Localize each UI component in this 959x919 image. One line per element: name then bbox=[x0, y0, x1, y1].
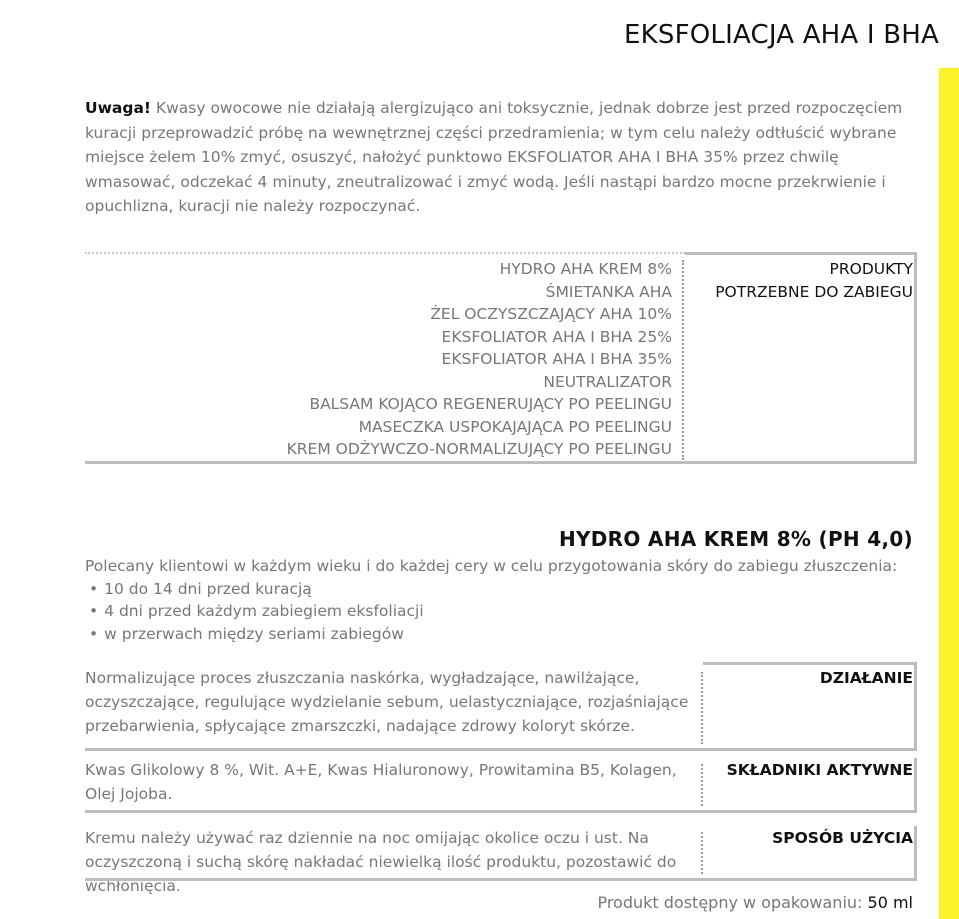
product-item: KREM ODŻYWCZO-NORMALIZUJĄCY PO PEELINGU bbox=[286, 440, 672, 458]
warning-paragraph bbox=[85, 96, 925, 219]
box-border-right bbox=[914, 758, 917, 810]
dotted-separator bbox=[701, 764, 703, 806]
bullet-icon: • bbox=[89, 624, 99, 643]
list-item bbox=[85, 623, 925, 646]
box-border-bottom bbox=[85, 810, 917, 813]
bullet-icon: • bbox=[89, 602, 99, 620]
products-label-line1: PRODUKTY bbox=[829, 260, 913, 278]
info-row-action bbox=[85, 666, 917, 748]
availability-note bbox=[597, 893, 913, 912]
header-bar bbox=[0, 0, 959, 68]
products-box bbox=[85, 252, 917, 464]
dotted-separator bbox=[682, 260, 684, 460]
box-border-right bbox=[914, 662, 917, 748]
products-label bbox=[715, 258, 913, 303]
dotted-separator bbox=[701, 832, 703, 874]
product-list bbox=[287, 258, 672, 461]
box-border-right bbox=[914, 826, 917, 878]
product-item: EKSFOLIATOR AHA I BHA 25% bbox=[441, 327, 672, 346]
recommendation-intro: Polecany klientowi w każdym wieku i do każdej cery w celu przygotowania skóry do zabiegu złuszczenia: bbox=[85, 557, 898, 575]
product-item: NEUTRALIZATOR bbox=[543, 372, 672, 391]
usage-text: Kremu należy używać raz dziennie na noc omijając okolice oczu i ust. Na oczyszczoną i suchą skórę nakładać niewielką ilość produktu, pozostawić do wchłonięcia. bbox=[85, 829, 677, 895]
box-border-bottom bbox=[85, 461, 917, 464]
list-item-text: 4 dni przed każdym zabiegiem eksfoliacji bbox=[104, 602, 424, 620]
action-label: DZIAŁANIE bbox=[819, 669, 913, 687]
box-border-top bbox=[685, 252, 917, 255]
list-item bbox=[85, 600, 925, 623]
recommendation-block bbox=[85, 555, 925, 645]
list-item-text: w przerwach między seriami zabiegów bbox=[104, 624, 404, 643]
box-border-top bbox=[703, 662, 917, 665]
list-item-text: 10 do 14 dni przed kuracją bbox=[104, 579, 312, 598]
product-item: HYDRO AHA KREM 8% bbox=[499, 260, 672, 278]
product-section-title: HYDRO AHA KREM 8% (PH 4,0) bbox=[558, 527, 913, 551]
info-row-usage bbox=[85, 826, 917, 895]
box-border-bottom bbox=[85, 878, 917, 881]
info-row-ingredients bbox=[85, 758, 917, 808]
box-border-right bbox=[914, 252, 917, 464]
product-item: ŻEL OCZYSZCZAJĄCY AHA 10% bbox=[430, 305, 672, 323]
list-item bbox=[85, 578, 925, 601]
dotted-divider bbox=[85, 252, 685, 254]
action-text: Normalizujące proces złuszczania naskórka, wygładzające, nawilżające, oczyszczające, regulujące wydzielanie sebum, uelastyczniające, rozjaśniające przebarwienia, spłycające zmarszczki, nadające zdrowy koloryt skórze. bbox=[85, 669, 689, 735]
product-item: ŚMIETANKA AHA bbox=[545, 282, 672, 301]
ingredients-label: SKŁADNIKI AKTYWNE bbox=[726, 761, 913, 779]
bullet-icon: • bbox=[89, 579, 99, 598]
ingredients-text: Kwas Glikolowy 8 %, Wit. A+E, Kwas Hialuronowy, Prowitamina B5, Kolagen, Olej Jojoba. bbox=[85, 761, 677, 803]
product-item: BALSAM KOJĄCO REGENERUJĄCY PO PEELINGU bbox=[309, 395, 672, 413]
recommendation-list bbox=[85, 578, 925, 646]
dotted-separator bbox=[701, 672, 703, 744]
box-border-bottom bbox=[85, 748, 917, 751]
warning-label: Uwaga! bbox=[85, 99, 151, 117]
availability-label: Produkt dostępny w opakowaniu: bbox=[597, 893, 863, 912]
usage-label: SPOSÓB UŻYCIA bbox=[772, 829, 913, 847]
product-item: EKSFOLIATOR AHA I BHA 35% bbox=[441, 350, 672, 368]
page-title: EKSFOLIACJA AHA I BHA bbox=[624, 20, 939, 50]
availability-value: 50 ml bbox=[867, 893, 913, 912]
product-item: MASECZKA USPOKAJAJĄCA PO PEELINGU bbox=[358, 417, 672, 436]
products-label-line2: POTRZEBNE DO ZABIEGU bbox=[715, 282, 913, 301]
warning-text: Kwasy owocowe nie działają alergizująco ani toksycznie, jednak dobrze jest przed rozpoczęciem kuracji przeprowadzić próbę na wewnętrznej części przedramienia; w tym celu należy odtłuścić wybrane miejsce żelem 10% zmyć, osuszyć, nałożyć punktowo EKSFOLIATOR AHA I BHA 35% przez chwilę wmasować, odczekać 4 minuty, zneutralizować i zmyć wodą. Jeśli nastąpi bardzo mocne przekrwienie i opuchlizna, kuracji nie należy rozpoczynać. bbox=[85, 99, 903, 215]
